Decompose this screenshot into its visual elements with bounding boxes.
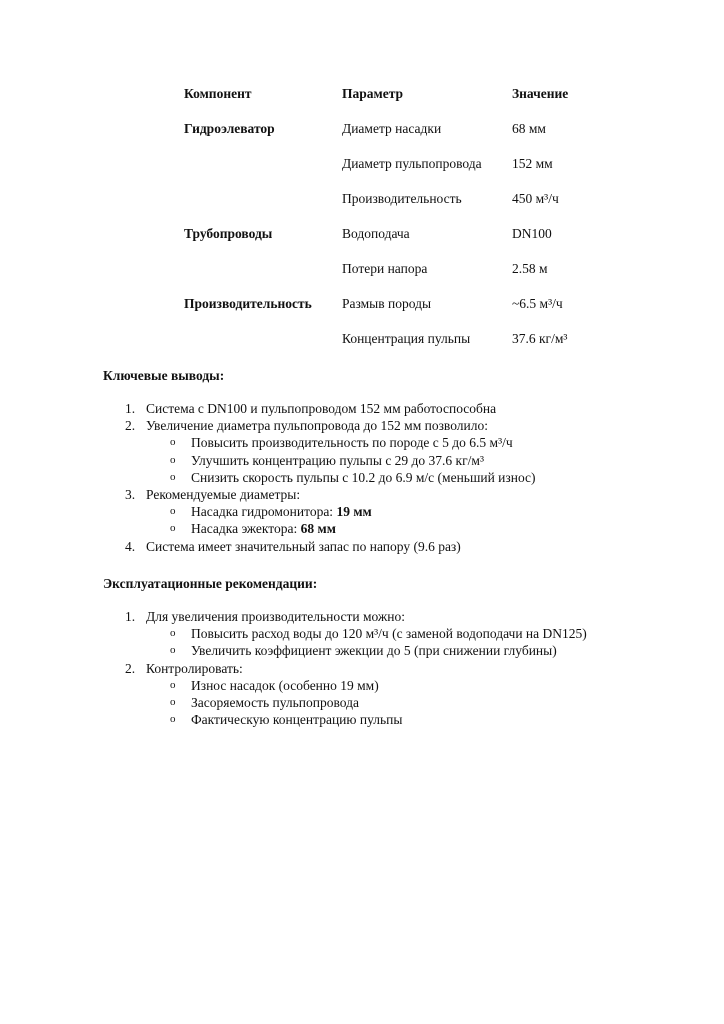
- circle-bullet-icon: o: [170, 627, 176, 640]
- circle-bullet-icon: o: [170, 696, 176, 709]
- cell-component: Гидроэлеватор: [184, 120, 275, 136]
- table-row: [184, 111, 602, 146]
- sub-list-item: [103, 677, 587, 694]
- header-value: Значение: [512, 85, 569, 101]
- sub-list-item: [103, 434, 536, 451]
- list-item: [103, 400, 536, 417]
- table-row: [184, 321, 602, 356]
- list-number: 2.: [125, 660, 136, 676]
- sub-item-text: Повысить расход воды до 120 м³/ч (с заменой водоподачи на DN125): [191, 626, 587, 642]
- parameters-table: [184, 76, 602, 356]
- list-item: [103, 486, 536, 503]
- sub-list-item: [103, 520, 536, 537]
- sub-list-item: [103, 503, 536, 520]
- table-row: [184, 146, 602, 181]
- sub-item-value: 68 мм: [300, 521, 336, 537]
- circle-bullet-icon: o: [170, 470, 176, 483]
- list-item-text: Рекомендуемые диаметры:: [146, 487, 301, 503]
- list-item-text: Система имеет значительный запас по напору (9.6 раз): [146, 538, 461, 554]
- sub-item-text: Повысить производительность по породе с 5 до 6.5 м³/ч: [191, 435, 513, 451]
- circle-bullet-icon: o: [170, 522, 176, 535]
- sub-item-text: Фактическую концентрацию пульпы: [191, 712, 403, 728]
- cell-value: 152 мм: [512, 155, 553, 171]
- list-item-text: Контролировать:: [146, 660, 243, 676]
- list-item-text: Система с DN100 и пульпопроводом 152 мм работоспособна: [146, 401, 497, 416]
- conclusions-heading: Ключевые выводы:: [103, 368, 225, 383]
- list-item: [103, 660, 587, 677]
- list-item: [103, 417, 536, 434]
- list-item-text: Для увеличения производительности можно:: [146, 609, 405, 624]
- sub-item-text: Увеличить коэффициент эжекции до 5 (при снижении глубины): [191, 643, 557, 659]
- cell-parameter: Водоподача: [342, 225, 410, 241]
- sub-list-item: [103, 694, 587, 711]
- table-row: [184, 216, 602, 251]
- sub-list-item: [103, 711, 587, 728]
- cell-value: 450 м³/ч: [512, 190, 559, 206]
- sub-item-label: Насадка гидромонитора:: [191, 504, 337, 520]
- cell-value: 2.58 м: [512, 260, 548, 276]
- sub-item-text: Износ насадок (особенно 19 мм): [191, 677, 379, 693]
- circle-bullet-icon: o: [170, 505, 176, 518]
- list-number: 2.: [125, 418, 136, 434]
- sub-item-text: Засоряемость пульпопровода: [191, 695, 359, 711]
- cell-parameter: Диаметр насадки: [342, 120, 442, 136]
- cell-value: 68 мм: [512, 120, 546, 136]
- recommendations-heading: Эксплуатационные рекомендации:: [103, 576, 318, 591]
- cell-component: [184, 181, 342, 216]
- circle-bullet-icon: o: [170, 436, 176, 449]
- recommendations-list: [103, 608, 587, 728]
- list-item: [103, 538, 536, 555]
- cell-value: 37.6 кг/м³: [512, 330, 568, 346]
- list-number: 4.: [125, 538, 136, 554]
- sub-item-label: Насадка эжектора:: [191, 521, 301, 537]
- list-item: [103, 608, 587, 625]
- conclusions-list: [103, 400, 536, 555]
- cell-parameter: Диаметр пульпопровода: [342, 155, 482, 171]
- list-number: 1.: [125, 609, 136, 624]
- cell-parameter: Концентрация пульпы: [342, 330, 471, 346]
- sub-item-value: 19 мм: [336, 504, 372, 520]
- table-header-row: [184, 76, 602, 111]
- header-parameter: Параметр: [342, 85, 404, 101]
- cell-component: Трубопроводы: [184, 225, 273, 241]
- circle-bullet-icon: o: [170, 453, 176, 466]
- sub-item-text: Улучшить концентрацию пульпы с 29 до 37.6 кг/м³: [191, 452, 484, 468]
- cell-parameter: Производительность: [342, 190, 462, 206]
- cell-parameter: Размыв породы: [342, 295, 432, 311]
- sub-list-item: [103, 469, 536, 486]
- cell-value: ~6.5 м³/ч: [512, 295, 563, 311]
- circle-bullet-icon: o: [170, 678, 176, 691]
- cell-component: [184, 146, 342, 181]
- cell-component: [184, 251, 342, 286]
- cell-component: [184, 321, 342, 356]
- circle-bullet-icon: o: [170, 713, 176, 726]
- sub-list-item: [103, 452, 536, 469]
- circle-bullet-icon: o: [170, 644, 176, 657]
- list-item-text: Увеличение диаметра пульпопровода до 152 мм позволило:: [146, 418, 488, 434]
- table-row: [184, 251, 602, 286]
- cell-parameter: Потери напора: [342, 260, 428, 276]
- table-row: [184, 286, 602, 321]
- cell-value: DN100: [512, 225, 552, 241]
- table-row: [184, 181, 602, 216]
- sub-item-text: Снизить скорость пульпы с 10.2 до 6.9 м/с (меньший износ): [191, 469, 536, 485]
- cell-component: Производительность: [184, 295, 312, 311]
- sub-list-item: [103, 625, 587, 642]
- header-component: Компонент: [184, 85, 252, 101]
- sub-list-item: [103, 642, 587, 659]
- list-number: 3.: [125, 487, 136, 503]
- list-number: 1.: [125, 401, 136, 416]
